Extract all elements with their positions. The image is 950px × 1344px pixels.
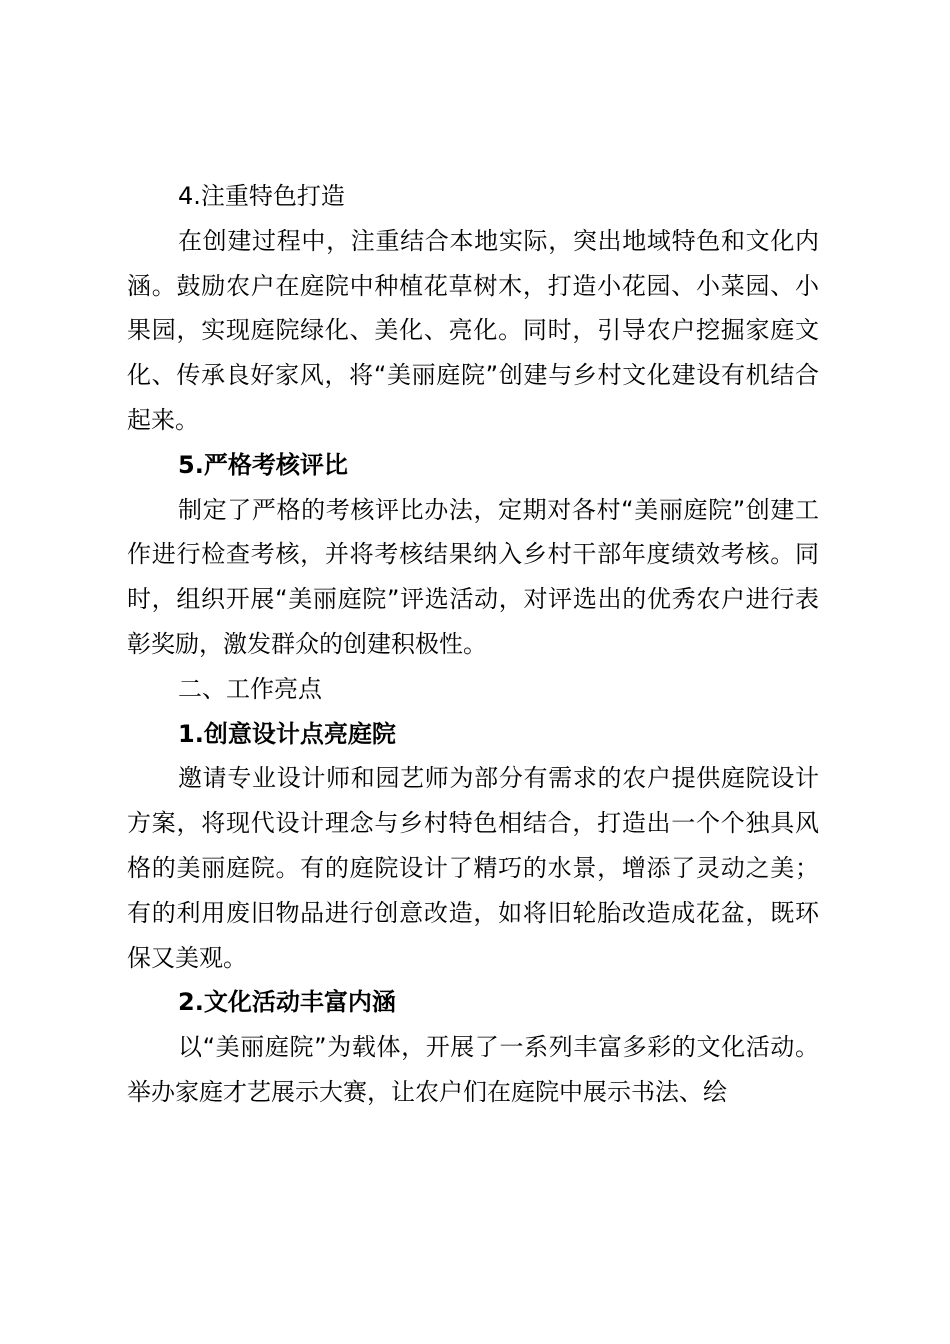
part-2-heading: 二、工作亮点 bbox=[178, 674, 322, 703]
section-4-heading: 4.注重特色打造 bbox=[178, 182, 345, 210]
section-5-body: 制定了严格的考核评比办法，定期对各村“美丽庭院”创建工作进行检查考核，并将考核结果纳入乡村干部年度绩效考核。同时，组织开展“美丽庭院”评选活动，对评选出的优秀农户进行表彰奖励，激发群众的创建积极性。 bbox=[127, 495, 819, 658]
section-5-heading: 5.严格考核评比 bbox=[178, 450, 348, 479]
highlight-1-body: 邀请专业设计师和园艺师为部分有需求的农户提供庭院设计方案，将现代设计理念与乡村特色相结合，打造出一个个独具风格的美丽庭院。有的庭院设计了精巧的水景，增添了灵动之美；有的利用废旧物品进行创意改造，如将旧轮胎改造成花盆，既环保又美观。 bbox=[127, 764, 819, 972]
highlight-2-heading: 2.文化活动丰富内涵 bbox=[178, 988, 396, 1017]
section-4-body: 在创建过程中，注重结合本地实际，突出地域特色和文化内涵。鼓励农户在庭院中种植花草树木，打造小花园、小菜园、小果园，实现庭院绿化、美化、亮化。同时，引导农户挖掘家庭文化、传承良好家风，将“美丽庭院”创建与乡村文化建设有机结合起来。 bbox=[127, 226, 819, 434]
highlight-1-heading: 1.创意设计点亮庭院 bbox=[178, 719, 396, 748]
document-page bbox=[127, 174, 819, 1115]
highlight-2-body: 以“美丽庭院”为载体，开展了一系列丰富多彩的文化活动。举办家庭才艺展示大赛，让农户们在庭院中展示书法、绘 bbox=[127, 1033, 819, 1106]
